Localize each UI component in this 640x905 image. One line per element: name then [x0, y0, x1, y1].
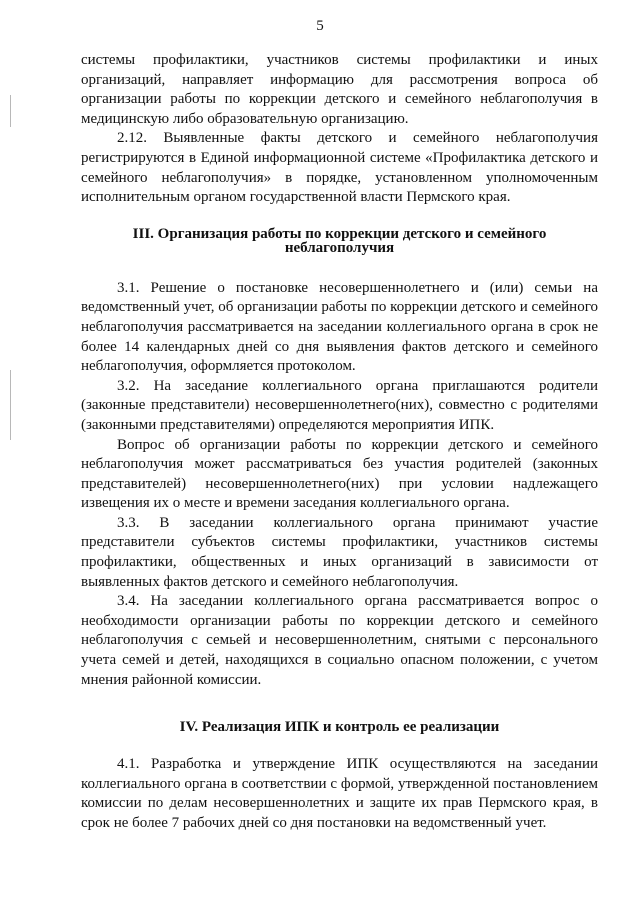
paragraph-2-12: 2.12. Выявленные факты детского и семейного неблагополучия регистрируются в Единой информационной системе «Профилактика детского и семейного неблагополучия» в порядке, установленном уполномоченным исполнительным органом государственной власти Пермского края. [81, 130, 598, 206]
scan-margin-mark [10, 370, 11, 440]
section-heading-3: III. Организация работы по коррекции детского и семейного неблагополучия [132, 225, 547, 256]
scan-margin-mark [10, 95, 11, 127]
paragraph-3-1: 3.1. Решение о постановке несовершеннолетнего и (или) семьи на ведомственный учет, об организации работы по коррекции детского и семейного неблагополучия рассматривается на заседании коллегиального органа в срок не более 14 календарных дней со дня выявления фактов детского и семейного неблагополучия, оформляется протоколом. [81, 279, 598, 375]
paragraph-3-2-continued: Вопрос об организации работы по коррекции детского и семейного неблагополучия может рассматриваться без участия родителей (законных представителей) несовершеннолетнего(них) при условии надлежащего извещения их о месте и времени заседания коллегиального органа. [81, 436, 598, 512]
document-body [81, 51, 598, 834]
section-heading-4: IV. Реализация ИПК и контроль ее реализации [179, 719, 500, 736]
paragraph-4-1: 4.1. Разработка и утверждение ИПК осуществляются на заседании коллегиального органа в соответствии с формой, утвержденной постановлением комиссии по делам несовершеннолетних и защите их прав Пермского края, в срок не более 7 рабочих дней со дня постановки на ведомственный учет. [81, 756, 598, 831]
paragraph-3-4: 3.4. На заседании коллегиального органа рассматривается вопрос о необходимости организации работы по коррекции детского и семейного неблагополучия с семьей и несовершеннолетним, снятыми с персонального учета семей и детей, находящихся в социально опасном положении, с учетом мнения районной комиссии. [81, 593, 598, 688]
paragraph-intro: системы профилактики, участников системы профилактики и иных организаций, направляет информацию для рассмотрения вопроса об организации работы по коррекции детского и семейного неблагополучия в медицинскую либо образовательную организацию. [81, 52, 598, 127]
paragraph-3-3: 3.3. В заседании коллегиального органа принимают участие представители субъектов системы профилактики, участников системы профилактики, общественных и иных организаций в зависимости от выявленных фактов детского и семейного неблагополучия. [81, 514, 598, 590]
paragraph-3-2: 3.2. На заседание коллегиального органа приглашаются родители (законные представители) несовершеннолетнего(них), совместно с родителями (законными представителями) определяются мероприятия ИПК. [81, 377, 598, 433]
page-number: 5 [316, 18, 324, 34]
